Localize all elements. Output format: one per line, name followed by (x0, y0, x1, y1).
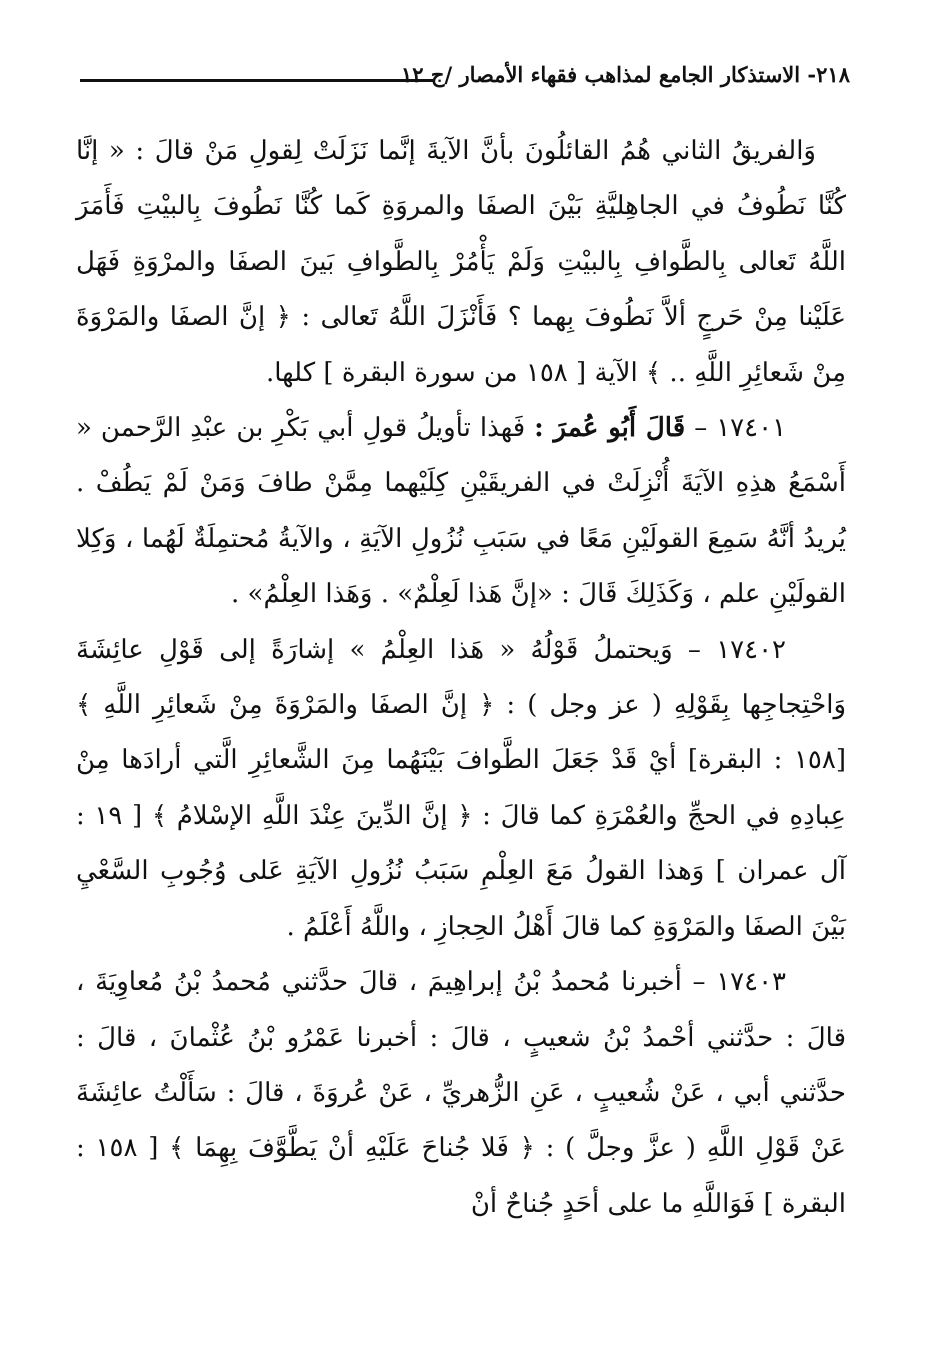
page-header (80, 56, 850, 100)
paragraph-17401 (76, 401, 846, 623)
paragraph-1 (76, 124, 846, 401)
paragraph-17401-text: فَهذا تأويلُ قولِ أبي بَكْرِ بن عبْدِ الرَّحمن « أَسْمَعُ هذِهِ الآيَةَ أُنْزِلَتْ في الفريقَيْنِ كِلَيْهما مِمَّنْ طافَ وَمَنْ لَمْ يَطُفْ . يُريدُ أنَّهُ سَمِعَ القولَيْنِ مَعًا في سَبَبِ نُزُولِ الآيَةِ ، والآيةُ مُحتمِلَةٌ لَهُما ، وَكِلا القولَيْنِ علم ، وَكَذَلِكَ قَالَ : «إنَّ هَذا لَعِلْمٌ» . وَهَذا العِلْمُ» . (76, 413, 846, 610)
running-header-title: ٢١٨- الاستذكار الجامع لمذاهب فقهاء الأمصار /ج ١٢ (401, 62, 850, 87)
paragraph-number: ١٧٤٠٢ – (687, 634, 787, 665)
body-text (76, 124, 846, 1232)
paragraph-number: ١٧٤٠١ – (694, 413, 787, 444)
speaker-label: قَالَ أَبُو عُمرَ : (534, 413, 686, 444)
header-rule (80, 79, 435, 82)
paragraph-17402-text: وَيحتملُ قَوْلُهُ « هَذا العِلْمُ » إشارَةً إلى قَوْلِ عائِشَةَ وَاحْتِجاجِها بِقَوْلِهِ ( عز وجل ) : ﴿ إنَّ الصفَا والمَرْوَةَ مِنْ شَعائِرِ اللَّهِ ﴾ [١٥٨ : البقرة] أيْ قَدْ جَعَلَ الطَّوافَ بَيْنَهُما مِنَ الشَّعائِرِ الَّتي أرادَها مِنْ عِبادِهِ في الحجِّ والعُمْرَةِ كما قالَ : ﴿ إنَّ الدِّينَ عِنْدَ اللَّهِ الإسْلامُ ﴾ [ ١٩ : آل عمران ] وَهذا القولُ مَعَ العِلْمِ سَبَبُ نُزُولِ الآيَةِ عَلى وُجُوبِ السَّعْيِ بَيْنَ الصفَا والمَرْوَةِ كما قالَ أَهْلُ الحِجازِ ، واللَّهُ أَعْلَمُ . (76, 634, 846, 942)
paragraph-17403 (76, 955, 846, 1232)
paragraph-17402 (76, 623, 846, 955)
paragraph-number: ١٧٤٠٣ – (692, 967, 787, 998)
paragraph-17403-text: أخبرنا مُحمدُ بْنُ إبراهِيمَ ، قالَ حدَّثني مُحمدُ بْنُ مُعاوِيَةَ ، قالَ : حدَّثني أحْمدُ بْنُ شعيبٍ ، قالَ : أخبرنا عَمْرُو بْنُ عُثْمانَ ، قالَ : حدَّثني أبي ، عَنْ شُعيبٍ ، عَنِ الزُّهريِّ ، عَنْ عُروَةَ ، قالَ : سَأَلْتُ عائِشَةَ عَنْ قَوْلِ اللَّهِ ( عزَّ وجلَّ ) : ﴿ فَلا جُناحَ عَلَيْهِ أنْ يَطَّوَّفَ بِهِمَا ﴾ [ ١٥٨ : البقرة ] فَوَاللَّهِ ما على أحَدٍ جُناحٌ أنْ (76, 967, 846, 1219)
paragraph-1-text: وَالفريقُ الثاني هُمُ القائلُونَ بأنَّ الآيةَ إنَّما نَزَلَتْ لِقولِ مَنْ قالَ : « إنَّا كُنَّا نَطُوفُ في الجاهِليَّةِ بَيْنَ الصفَا والمروَةِ كَما كُنَّا نَطُوفَ بِالبيْتِ فَأَمَرَ اللَّهُ تَعالى بِالطَّوافِ بِالبيْتِ وَلَمْ يَأْمُرْ بِالطَّوافِ بَينَ الصفَا والمرْوَةِ فَهَل عَلَيْنا مِنْ حَرجٍ ألاَّ نَطُوفَ بِهما ؟ فَأَنْزَلَ اللَّهُ تَعالى : ﴿ إنَّ الصفَا والمَرْوَةَ مِنْ شَعائِرِ اللَّهِ .. ﴾ الآية [ ١٥٨ من سورة البقرة ] كلها. (76, 136, 846, 388)
